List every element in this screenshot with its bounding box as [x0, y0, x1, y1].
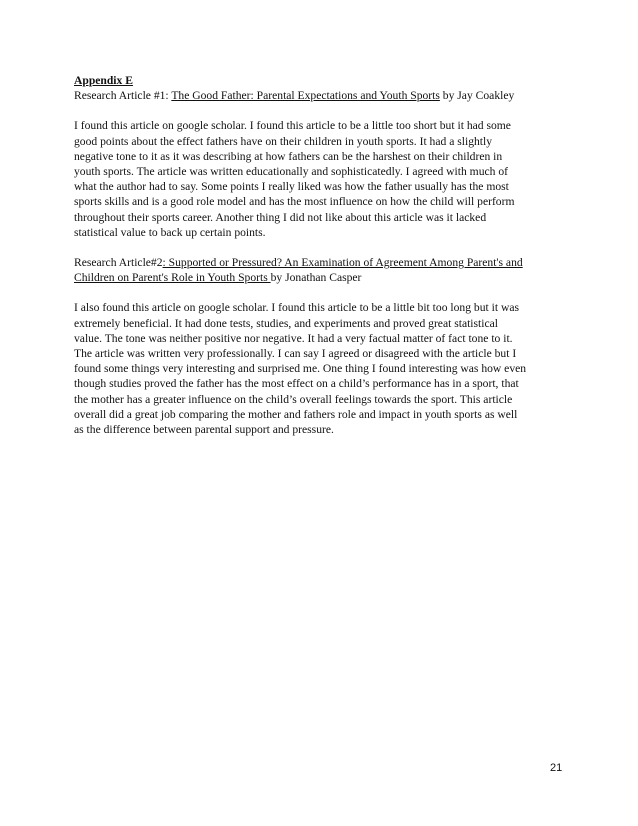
paragraph-line: good points about the effect fathers have on their children in youth sports. It had a slightly — [74, 134, 493, 148]
paragraph-2 — [74, 300, 574, 437]
article2-prefix: Research Article#2 — [74, 256, 163, 270]
paragraph-line: throughout their sports career. Another thing I did not like about this article was it lacked — [74, 210, 487, 224]
paragraph-line: I found this article on google scholar. I found this article to be a little too short but it had some — [74, 119, 511, 133]
paragraph-line: youth sports. The article was written educationally and sophisticatedly. I agreed with much of — [74, 165, 509, 179]
paragraph-line: statistical value to back up certain points. — [74, 225, 266, 239]
article2-citation-line1 — [74, 255, 574, 270]
article1-author: by Jay Coakley — [439, 89, 515, 103]
paragraph-line: negative tone to it as it was describing at how fathers can be the harshest on their children in — [74, 149, 503, 163]
paragraph-line: The article was written very professionally. I can say I agreed or disagreed with the article but I — [74, 347, 517, 361]
article2-author: by Jonathan Casper — [270, 271, 362, 285]
article2-title-part1: : Supported or Pressured? An Examination of Agreement Among Parent's and — [162, 256, 523, 270]
paragraph-line: overall did a great job comparing the mother and fathers role and impact in youth sports as well — [74, 407, 518, 421]
paragraph-line: though studies proved the father has the most effect on a child’s performance has in a sport, that — [74, 377, 519, 391]
paragraph-line: the mother has a greater influence on the child’s overall feelings towards the sport. This article — [74, 392, 513, 406]
paragraph-line: found some things very interesting and surprised me. One thing I found interesting was how even — [74, 362, 527, 376]
paragraph-line: sports skills and is a good role model and has the most influence on how the child will perform — [74, 195, 515, 209]
article1-title: The Good Father: Parental Expectations and Youth Sports — [171, 89, 440, 103]
spacer — [74, 285, 574, 300]
article1-citation — [74, 88, 574, 103]
paragraph-line: what the author had to say. Some points I really liked was how the father usually has the most — [74, 180, 509, 194]
article2-citation-line2 — [74, 270, 574, 285]
paragraph-line: extremely beneficial. It had done tests, studies, and experiments and proved great statistical — [74, 316, 498, 330]
article2-title-part2: Children on Parent's Role in Youth Sports — [74, 271, 271, 285]
paragraph-line: value. The tone was neither positive nor negative. It had a very factual matter of fact tone to it. — [74, 331, 513, 345]
page-number: 21 — [550, 762, 563, 774]
spacer — [74, 103, 574, 118]
paragraph-line: as the difference between parental support and pressure. — [74, 423, 334, 437]
paragraph-1 — [74, 118, 574, 240]
article1-prefix: Research Article #1: — [74, 89, 172, 103]
spacer — [74, 240, 574, 255]
page-content — [74, 73, 574, 437]
paragraph-line: I also found this article on google scholar. I found this article to be a little bit too long but it was — [74, 301, 519, 315]
appendix-heading: Appendix E — [74, 74, 133, 87]
